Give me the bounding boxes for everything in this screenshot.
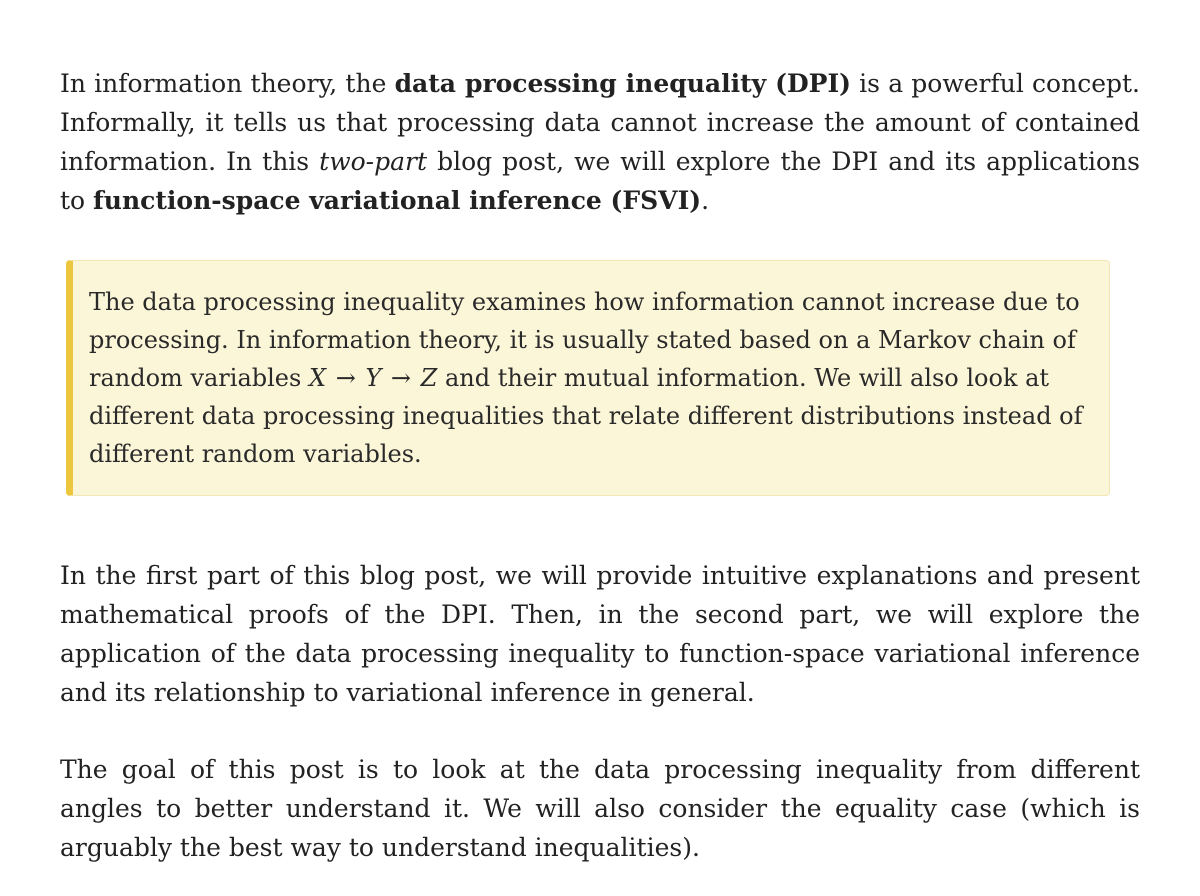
intro-paragraph	[60, 64, 1140, 220]
math-arrow-2: →	[390, 364, 412, 392]
callout-text-1: The data processing inequality examines how information cannot increase due to processing. In information theory, it is usually stated based on a Markov chain of random variables	[89, 288, 1080, 392]
article-body	[60, 64, 1140, 867]
math-z: Z	[420, 364, 438, 392]
math-x: X	[308, 364, 327, 392]
markov-chain-math	[309, 364, 437, 392]
two-part-emphasis: two-part	[319, 147, 428, 176]
intro-text-2: is a powerful concept. Informally, it tells us that processing data cannot increase the amount of contained information. In this	[60, 69, 1140, 176]
callout-text-2: and their mutual information. We will also look at different data processing inequalities that relate different distributions instead of different random variables.	[89, 364, 1083, 468]
math-y: Y	[365, 364, 382, 392]
intro-text-4: .	[701, 186, 710, 215]
callout-text	[89, 283, 1089, 473]
dpi-term: data processing inequality (DPI)	[394, 69, 851, 98]
math-arrow-1: →	[335, 364, 356, 392]
overview-paragraph: In the first part of this blog post, we will provide intuitive explanations and present mathematical proofs of the DPI. Then, in the second part, we will explore the application of the data processing inequality to function-space variational inference and its relationship to variational inference in general.	[60, 561, 1140, 707]
fsvi-term: function-space variational inference (FSVI)	[93, 186, 702, 215]
intro-text-1: In information theory, the	[60, 69, 395, 98]
goal-paragraph: The goal of this post is to look at the data processing inequality from different angles to better understand it. We will also consider the equality case (which is arguably the best way to understand inequalities).	[60, 755, 1140, 862]
intro-text-3: blog post, we will explore the DPI and its applications to	[60, 147, 1140, 215]
summary-callout	[66, 260, 1110, 496]
